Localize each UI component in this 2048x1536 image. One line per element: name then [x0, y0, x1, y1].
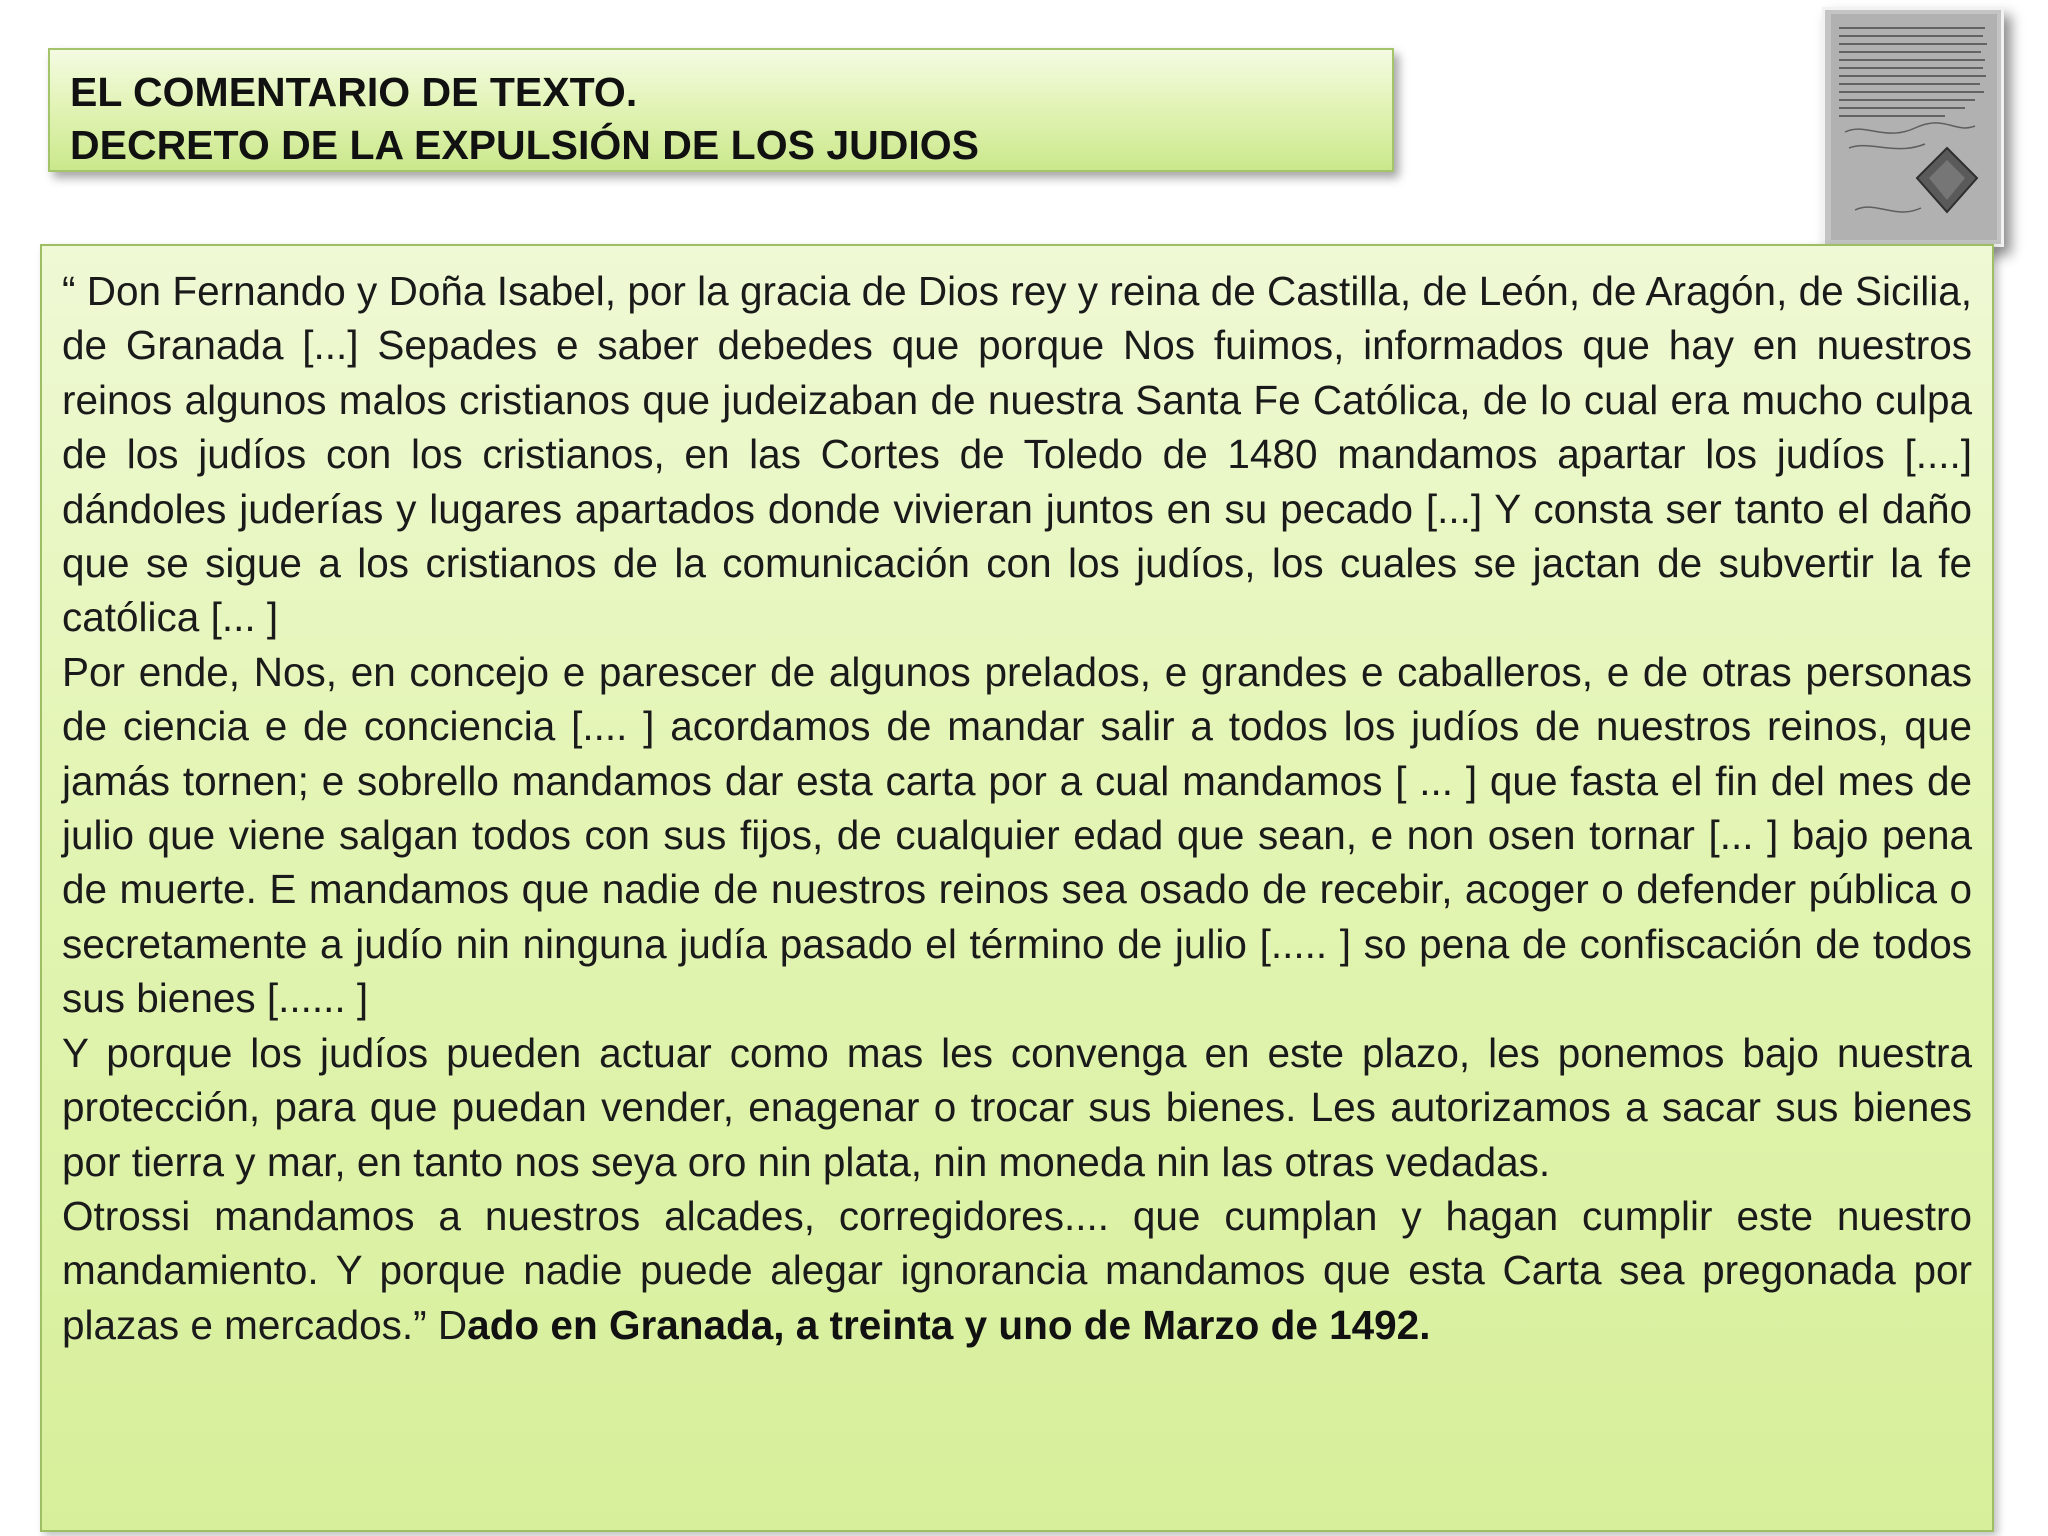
decree-paragraph-3: Y porque los judíos pueden actuar como mas les convenga en este plazo, les ponemos bajo nuestra protección, para que puedan vender, enagenar o trocar sus bienes. Les autorizamos a sacar sus bienes por tierra y mar, en tanto nos seya oro nin plata, nin moneda nin las otras vedadas. — [62, 1029, 1972, 1185]
manuscript-illustration — [1825, 10, 2001, 244]
decree-paragraph-4-text: Otrossi mandamos a nuestros alcades, corregidores.... que cumplan y hagan cumplir este nuestro mandamiento. Y porque nadie puede alegar ignorancia mandamos que esta Carta sea pregonada por plazas e mercados.” D — [62, 1192, 1972, 1348]
decree-paragraph-2: Por ende, Nos, en concejo e parescer de algunos prelados, e grandes e caballeros, e de otras personas de ciencia e de conciencia [.... ] acordamos de mandar salir a todos los judíos de nuestros reinos, que jamás tornen; e sobrello mandamos dar esta carta por a cual mandamos [ ... ] que fasta el fin del mes de julio que viene salgan todos con sus fijos, de cualquier edad que sean, e non osen tornar [... ] bajo pena de muerte. E mandamos que nadie de nuestros reinos sea osado de recebir, acoger o defender pública o secretamente a judío nin ninguna judía pasado el término de julio [..... ] so pena de confiscación de todos sus bienes [...... ] — [62, 648, 1972, 1022]
decree-paragraph-1: “ Don Fernando y Doña Isabel, por la gracia de Dios rey y reina de Castilla, de León, de Aragón, de Sicilia, de Granada [...] Sepades e saber debedes que porque Nos fuimos, informados que hay en nuestros reinos algunos malos cristianos que judeizaban de nuestra Santa Fe Católica, de lo cual era mucho culpa de los judíos con los cristianos, en las Cortes de Toledo de 1480 mandamos apartar los judíos [....] dándoles juderías y lugares apartados donde vivieran juntos en su pecado [...] Y consta ser tanto el daño que se sigue a los cristianos de la comunicación con los judíos, los cuales se jactan de subvertir la fe católica [... ] — [62, 268, 1972, 641]
title-box — [48, 48, 1394, 172]
title-line-2: DECRETO DE LA EXPULSIÓN DE LOS JUDIOS — [70, 122, 979, 168]
decree-paragraph-4 — [62, 1189, 1972, 1352]
manuscript-image — [1822, 7, 2004, 247]
title-line-1: EL COMENTARIO DE TEXTO. — [70, 69, 638, 115]
decree-date: ado en Granada, a treinta y uno de Marzo de 1492. — [467, 1301, 1431, 1348]
decree-text-box — [40, 244, 1994, 1532]
